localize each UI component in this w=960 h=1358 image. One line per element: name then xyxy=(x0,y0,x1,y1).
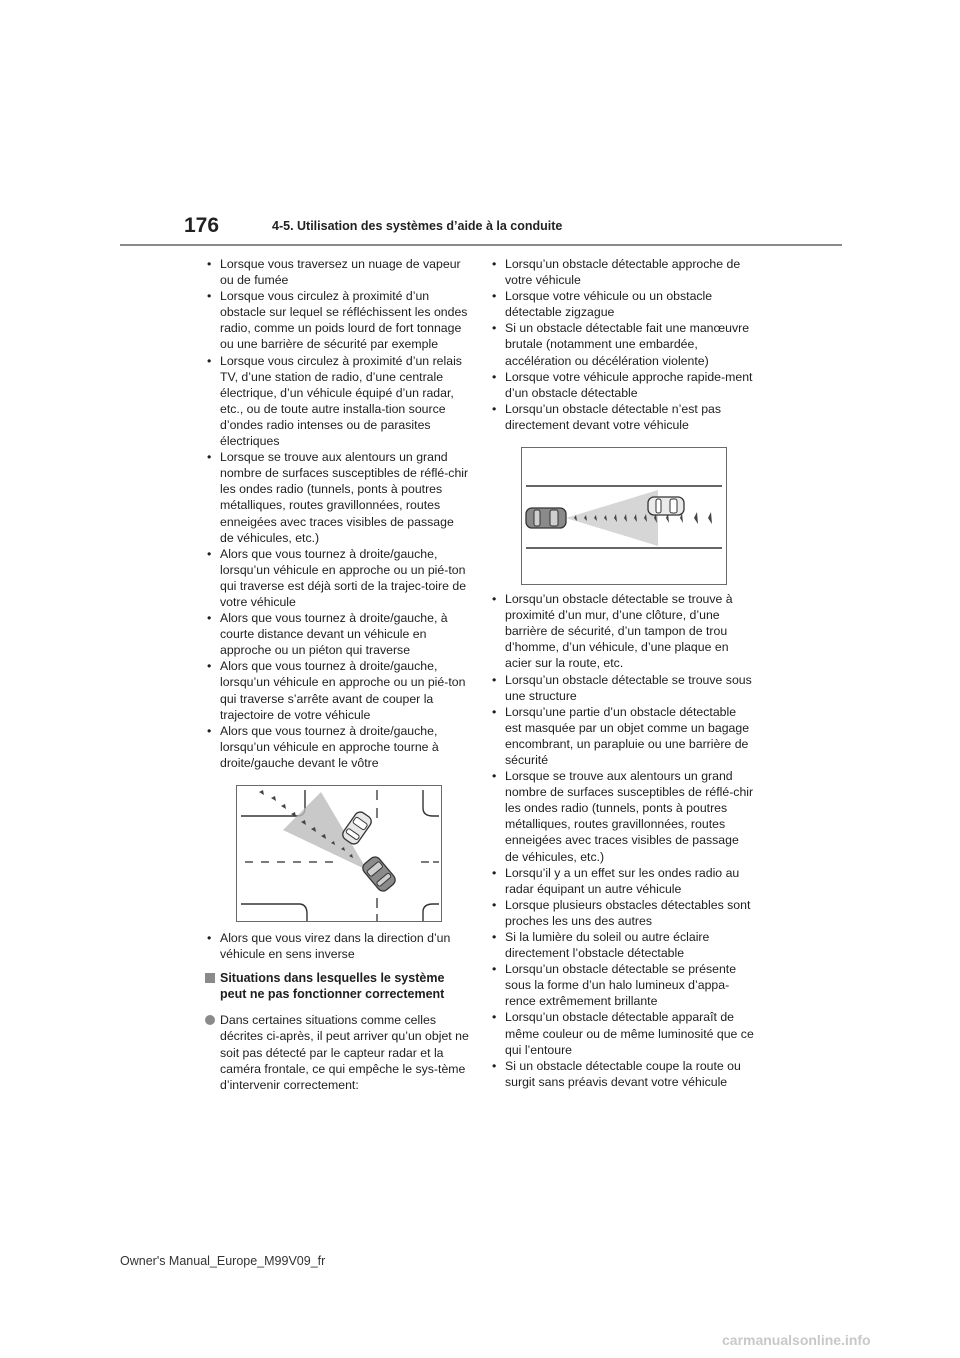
intro-text: Dans certaines situations comme celles décrites ci-après, il peut arriver qu’un objet ne soit pas détecté par le capteur radar et la caméra frontale, ce qui empêche le sys-tème d’intervenir correctement: xyxy=(220,1013,469,1092)
section-title: 4-5. Utilisation des systèmes d’aide à la conduite xyxy=(272,219,563,233)
sub-heading xyxy=(204,970,469,1002)
header-rule xyxy=(120,244,842,246)
sub-heading-text: Situations dans lesquelles le système peut ne pas fonctionner correctement xyxy=(220,971,445,1002)
list-item: • Si la lumière du soleil ou autre éclaire directement l’obstacle détectable xyxy=(489,929,754,961)
left-column xyxy=(204,256,469,1093)
list-item: • Lorsqu’une partie d’un obstacle détectable est masquée par un objet comme un bagage encombrant, un parapluie ou une barrière de sécurité xyxy=(489,704,754,768)
list-item: • Lorsqu’un obstacle détectable se trouve à proximité d’un mur, d’une clôture, d’une barrière de sécurité, d’un tampon de trou d’homme, d’un véhicule, d’une plaque en acier sur la route, etc. xyxy=(489,591,754,671)
list-item: • Lorsque se trouve aux alentours un grand nombre de surfaces susceptibles de réflé-chir les ondes radio (tunnels, ponts à poutres métalliques, routes gravillonnées, routes enneigées avec traces visibles de passage de véhicules, etc.) xyxy=(204,449,469,546)
intro-paragraph xyxy=(204,1012,469,1092)
list-item: • Lorsque vous circulez à proximité d’un obstacle sur lequel se réfléchissent les ondes radio, comme un poids lourd de fort tonnage ou une barrière de sécurité par exemple xyxy=(204,288,469,352)
page-number: 176 xyxy=(184,214,220,237)
list-item: • Lorsqu’un obstacle détectable se trouve sous une structure xyxy=(489,672,754,704)
vehicle-approach-illustration xyxy=(521,447,727,585)
watermark: carmanualsonline.info xyxy=(722,1332,871,1348)
intersection-turn-illustration xyxy=(236,785,442,922)
list-item: • Alors que vous tournez à droite/gauche, à courte distance devant un véhicule en approche ou un piéton qui traverse xyxy=(204,610,469,658)
left-bullet-list-a xyxy=(204,256,469,771)
list-item: • Lorsque votre véhicule approche rapide-ment d’un obstacle détectable xyxy=(489,369,754,401)
list-item: • Lorsqu’un obstacle détectable se présente sous la forme d’un halo lumineux d’appa-rence extrêmement brillante xyxy=(489,961,754,1009)
right-column xyxy=(489,256,754,1090)
right-bullet-list-b xyxy=(489,591,754,1090)
right-bullet-list-a xyxy=(489,256,754,433)
square-bullet-icon xyxy=(205,973,215,983)
circle-bullet-icon xyxy=(205,1015,215,1025)
list-item: • Si un obstacle détectable fait une manœuvre brutale (notamment une embardée, accélération ou décélération violente) xyxy=(489,320,754,368)
list-item: • Lorsqu’un obstacle détectable approche de votre véhicule xyxy=(489,256,754,288)
list-item: • Alors que vous tournez à droite/gauche, lorsqu’un véhicule en approche ou un pié-ton qui traverse s’arrête avant de couper la trajectoire de votre véhicule xyxy=(204,658,469,722)
list-item: • Lorsqu’un obstacle détectable n’est pas directement devant votre véhicule xyxy=(489,401,754,433)
list-item: • Lorsqu’un obstacle détectable apparaît de même couleur ou de même luminosité que ce qui l’entoure xyxy=(489,1009,754,1057)
list-item: • Lorsque se trouve aux alentours un grand nombre de surfaces susceptibles de réflé-chir les ondes radio (tunnels, ponts à poutres métalliques, routes gravillonnées, routes enneigées avec traces visibles de passage de véhicules, etc.) xyxy=(489,768,754,865)
list-item: • Si un obstacle détectable coupe la route ou surgit sans préavis devant votre véhicule xyxy=(489,1058,754,1090)
list-item: • Lorsque vous traversez un nuage de vapeur ou de fumée xyxy=(204,256,469,288)
footer-manual-id: Owner's Manual_Europe_M99V09_fr xyxy=(120,1254,326,1268)
left-bullet-list-b xyxy=(204,930,469,962)
list-item: • Alors que vous virez dans la direction d’un véhicule en sens inverse xyxy=(204,930,469,962)
list-item: • Lorsqu’il y a un effet sur les ondes radio au radar équipant un autre véhicule xyxy=(489,865,754,897)
list-item: • Lorsque vous circulez à proximité d’un relais TV, d’une station de radio, d’une centrale électrique, d’un véhicule équipé d’un radar, etc., ou de toute autre installa-tion source d’ondes radio intenses ou de parasites électriques xyxy=(204,353,469,450)
list-item: • Alors que vous tournez à droite/gauche, lorsqu’un véhicule en approche ou un pié-ton qui traverse est déjà sorti de la trajec-toire de votre véhicule xyxy=(204,546,469,610)
list-item: • Lorsque votre véhicule ou un obstacle détectable zigzague xyxy=(489,288,754,320)
list-item: • Alors que vous tournez à droite/gauche, lorsqu’un véhicule en approche tourne à droite/gauche devant le vôtre xyxy=(204,723,469,771)
list-item: • Lorsque plusieurs obstacles détectables sont proches les uns des autres xyxy=(489,897,754,929)
